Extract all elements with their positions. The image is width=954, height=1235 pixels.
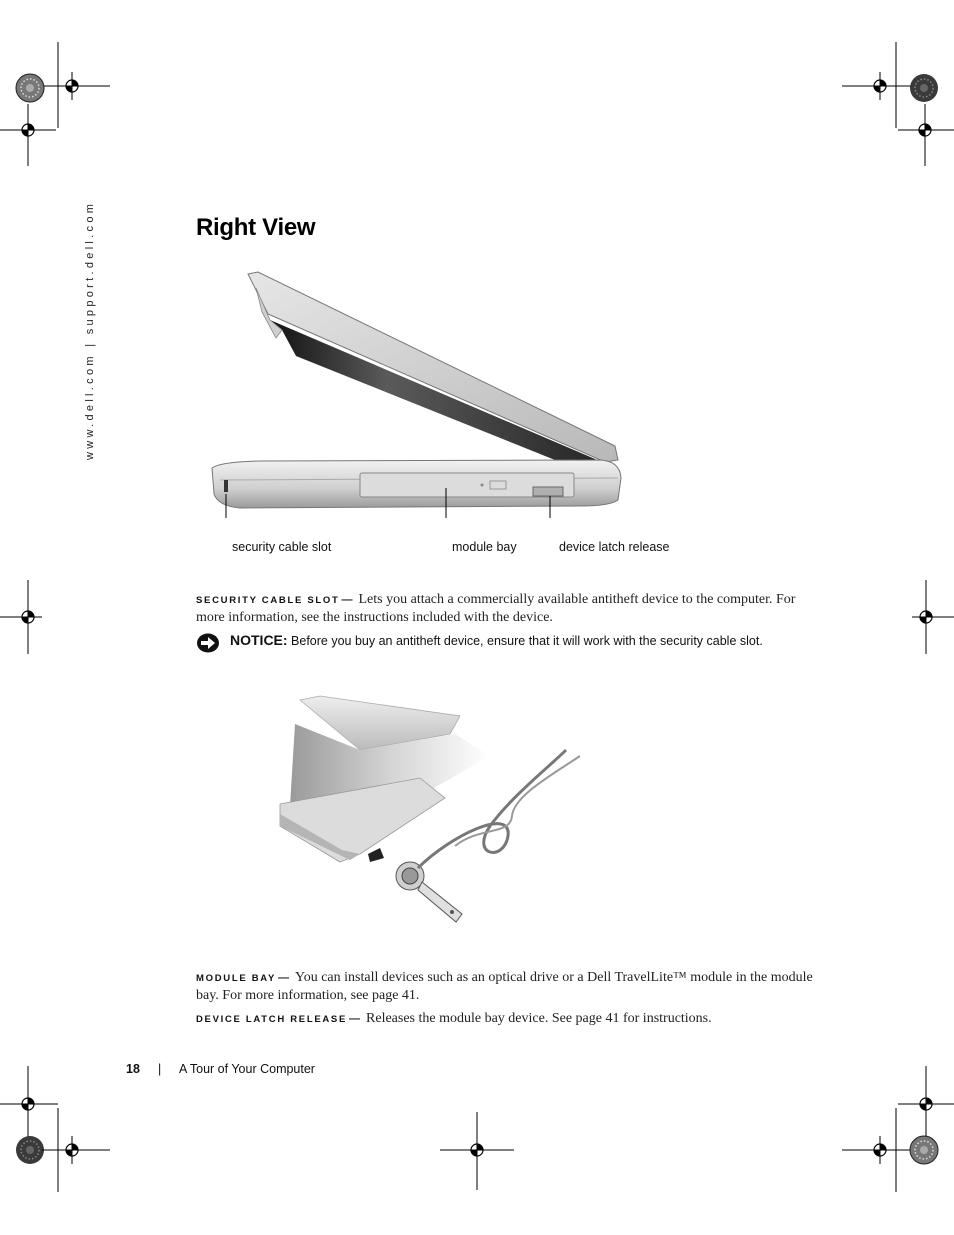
entry-term: DEVICE LATCH RELEASE — [196, 1014, 348, 1025]
security-cable-illustration — [250, 686, 590, 946]
footer-divider: | — [158, 1062, 162, 1076]
section-title: Right View — [196, 214, 316, 241]
entry-text: Lets you attach a commercially available antitheft device to the computer. For more information, see the instructions included with the device. — [196, 592, 796, 625]
entry-term: MODULE BAY — [196, 973, 276, 984]
sidebar-url: www.dell.com | support.dell.com — [84, 200, 96, 460]
notice-block — [196, 632, 836, 648]
callout-device-latch-release: device latch release — [559, 540, 670, 554]
entry-text: Releases the module bay device. See page 41 for instructions. — [366, 1011, 712, 1026]
notice-label: NOTICE: — [230, 632, 288, 648]
entry-term: SECURITY CABLE SLOT — [196, 595, 340, 606]
laptop-right-view-illustration — [200, 268, 640, 518]
chapter-title: A Tour of Your Computer — [179, 1062, 315, 1076]
callout-module-bay: module bay — [452, 540, 517, 554]
entry-module-bay: MODULE BAY — You can install devices such as an optical drive or a Dell TravelLite™ module in the module bay. For more information, see page 41. — [196, 970, 813, 1003]
notice-text: Before you buy an antitheft device, ensure that it will work with the security cable slot. — [291, 634, 763, 648]
callout-security-cable-slot: security cable slot — [232, 540, 332, 554]
entry-security-cable-slot: SECURITY CABLE SLOT — Lets you attach a commercially available antitheft device to the computer. For more information, see the instructions included with the device. — [196, 592, 796, 625]
entry-text: You can install devices such as an optical drive or a Dell TravelLite™ module in the module bay. For more information, see page 41. — [196, 970, 813, 1003]
entry-device-latch-release: DEVICE LATCH RELEASE — Releases the module bay device. See page 41 for instructions. — [196, 1011, 712, 1026]
page-number: 18 — [126, 1062, 140, 1076]
notice-arrow-icon — [196, 632, 220, 654]
